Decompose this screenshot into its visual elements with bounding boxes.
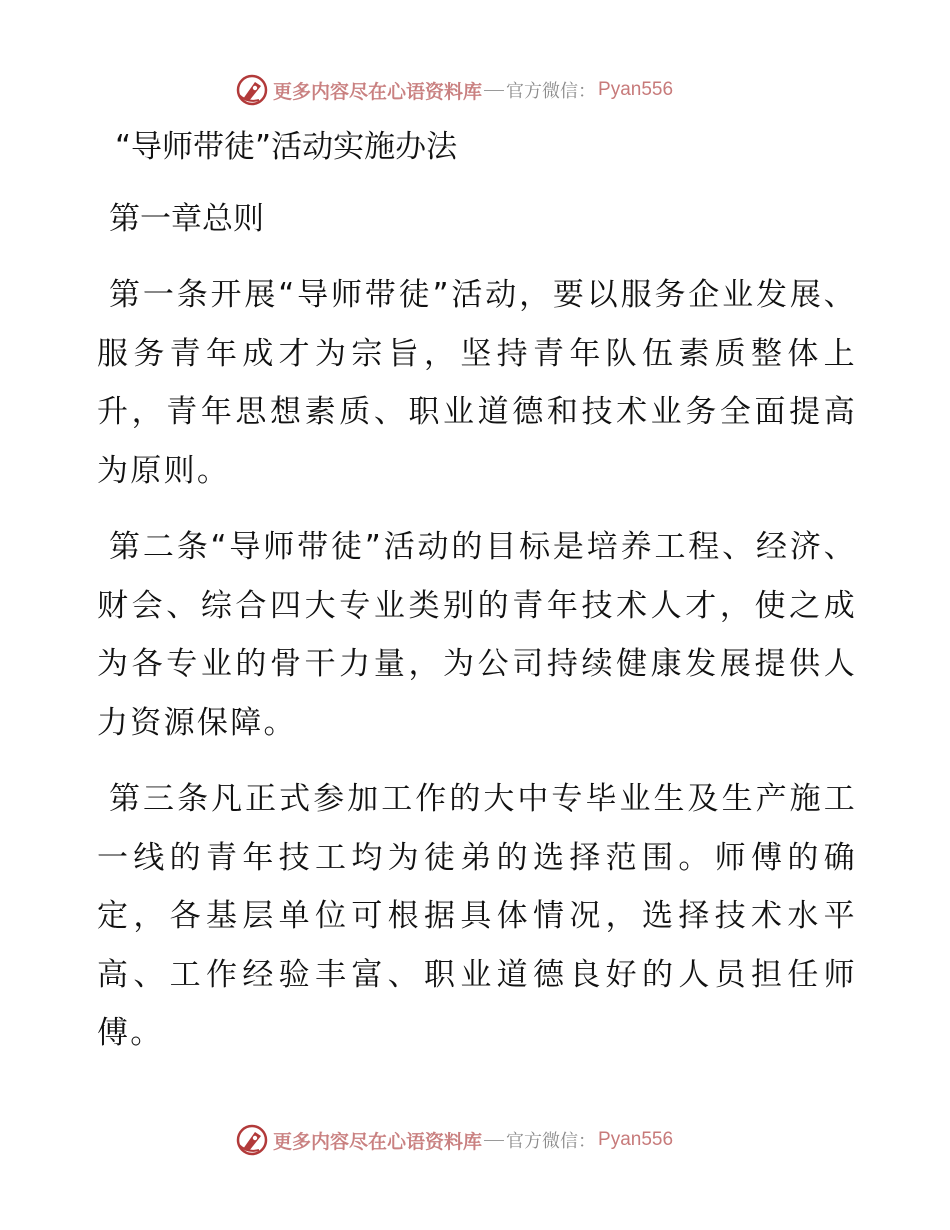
watermark-dash: [484, 90, 504, 91]
header-watermark: [235, 72, 715, 108]
watermark-wechat-id: Pyan556: [598, 79, 674, 100]
watermark-official-label: 官方微信：: [506, 81, 597, 102]
watermark-text: 更多内容尽在心语资料库: [273, 1130, 483, 1153]
pen-nib-logo-icon: [235, 1123, 269, 1157]
footer-watermark: [235, 1122, 715, 1158]
watermark-dash: [484, 1140, 504, 1141]
pen-nib-logo-icon: [235, 73, 269, 107]
article-paragraph: 第二条“导师带徒”活动的目标是培养工程、经济、财会、综合四大专业类别的青年技术人才，使之成为各专业的骨干力量，为公司持续健康发展提供人力资源保障。: [97, 529, 857, 741]
article-paragraph: 第三条凡正式参加工作的大中专毕业生及生产施工一线的青年技工均为徒弟的选择范围。师傅的确定，各基层单位可根据具体情况，选择技术水平高、工作经验丰富、职业道德良好的人员担任师傅。: [97, 781, 857, 1051]
chapter-heading: 第一章总则: [109, 201, 264, 237]
watermark-official-label: 官方微信：: [506, 1131, 597, 1152]
watermark-text: 更多内容尽在心语资料库: [273, 80, 483, 103]
document-title: “导师带徒”活动实施办法: [115, 129, 458, 165]
article-paragraph: 第一条开展“导师带徒”活动，要以服务企业发展、服务青年成才为宗旨，坚持青年队伍素质整体上升，青年思想素质、职业道德和技术业务全面提高为原则。: [97, 277, 857, 489]
watermark-wechat-id: Pyan556: [598, 1129, 674, 1150]
document-body: [97, 118, 857, 1063]
